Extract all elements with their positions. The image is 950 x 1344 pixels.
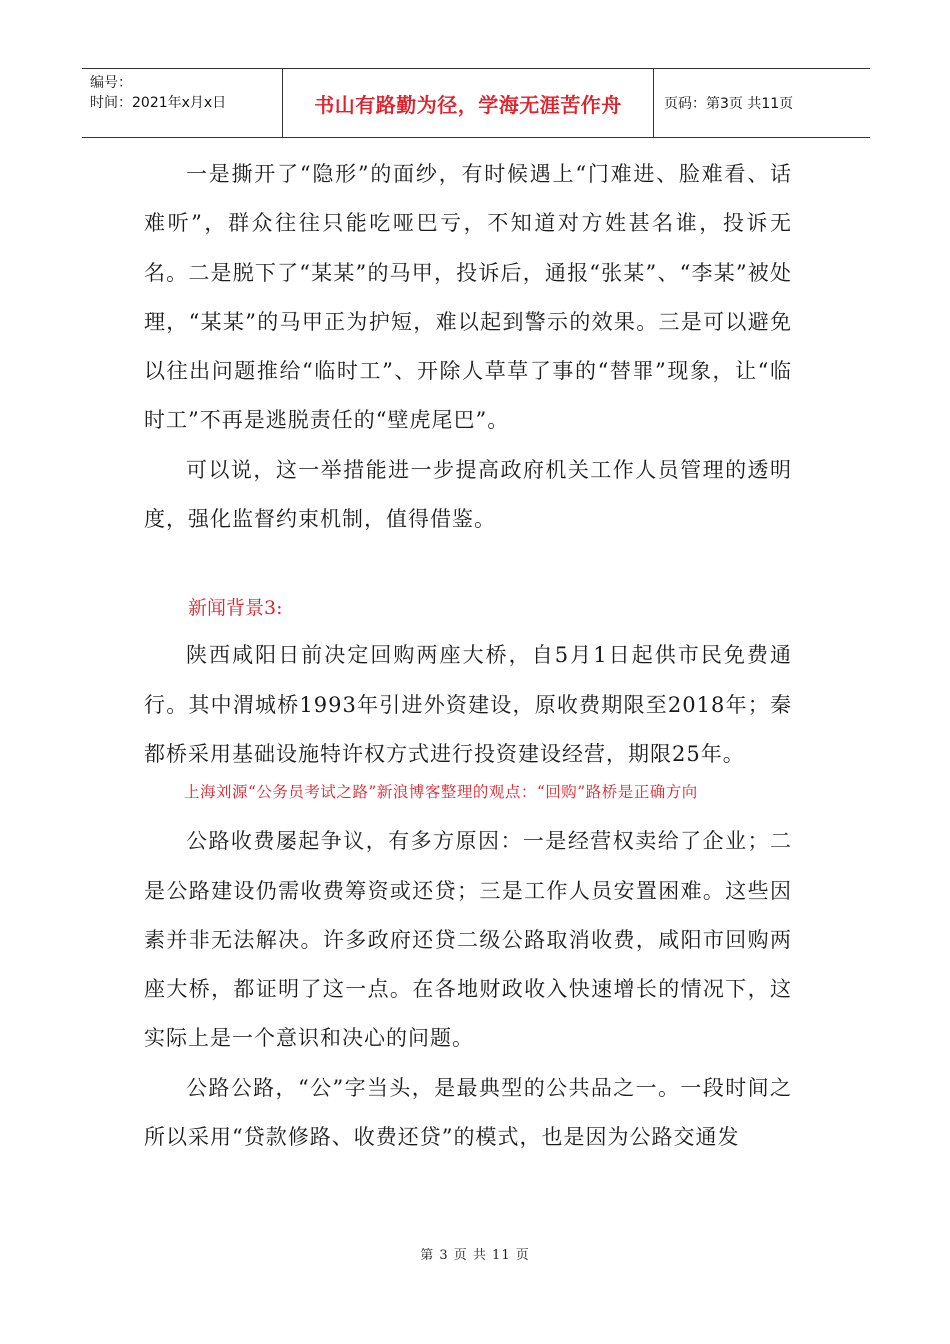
document-header <box>82 68 870 138</box>
header-page-info: 页码：第3页 共11页 <box>664 96 794 112</box>
background-paragraph: 陕西咸阳日前决定回购两座大桥，自5月1日起供市民免费通行。其中渭城桥1993年引进外资建设，原收费期限至2018年；秦都桥采用基础设施特许权方式进行投资建设经营，期限25年。 <box>144 643 792 766</box>
body-paragraph: 一是撕开了“隐形”的面纱，有时候遇上“门难进、脸难看、话难听”，群众往往只能吃哑巴亏，不知道对方姓甚名谁，投诉无名。二是脱下了“某某”的马甲，投诉后，通报“张某”、“李某”被处理，“某某”的马甲正为护短，难以起到警示的效果。三是可以避免以往出问题推给“临时工”、开除人草草了事的“替罪”现象，让“临时工”不再是逃脱责任的“壁虎尾巴”。 <box>144 162 792 433</box>
source-note: 上海刘源“公务员考试之路”新浪博客整理的观点：“回购”路桥是正确方向 <box>184 783 698 802</box>
header-motto: 书山有路勤为径，学海无涯苦作舟 <box>282 69 654 137</box>
header-meta <box>82 69 282 137</box>
document-date: 时间：2021年x月x日 <box>90 95 227 111</box>
document-number-label: 编号： <box>90 75 132 91</box>
body-paragraph: 公路收费屡起争议，有多方原因：一是经营权卖给了企业；二是公路建设仍需收费筹资或还贷；三是工作人员安置困难。这些因素并非无法解决。许多政府还贷二级公路取消收费，咸阳市回购两座大桥，都证明了这一点。在各地财政收入快速增长的情况下，这实际上是一个意识和决心的问题。 <box>144 829 792 1051</box>
body-paragraph: 公路公路，“公”字当头，是最典型的公共品之一。一段时间之所以采用“贷款修路、收费还贷”的模式，也是因为公路交通发 <box>144 1075 792 1150</box>
page-footer: 第 3 页 共 11 页 <box>420 1248 530 1263</box>
body-paragraph: 可以说，这一举措能进一步提高政府机关工作人员管理的透明度，强化监督约束机制，值得借鉴。 <box>144 457 792 532</box>
section-title: 新闻背景3: <box>188 597 283 620</box>
document-body <box>144 150 792 1162</box>
